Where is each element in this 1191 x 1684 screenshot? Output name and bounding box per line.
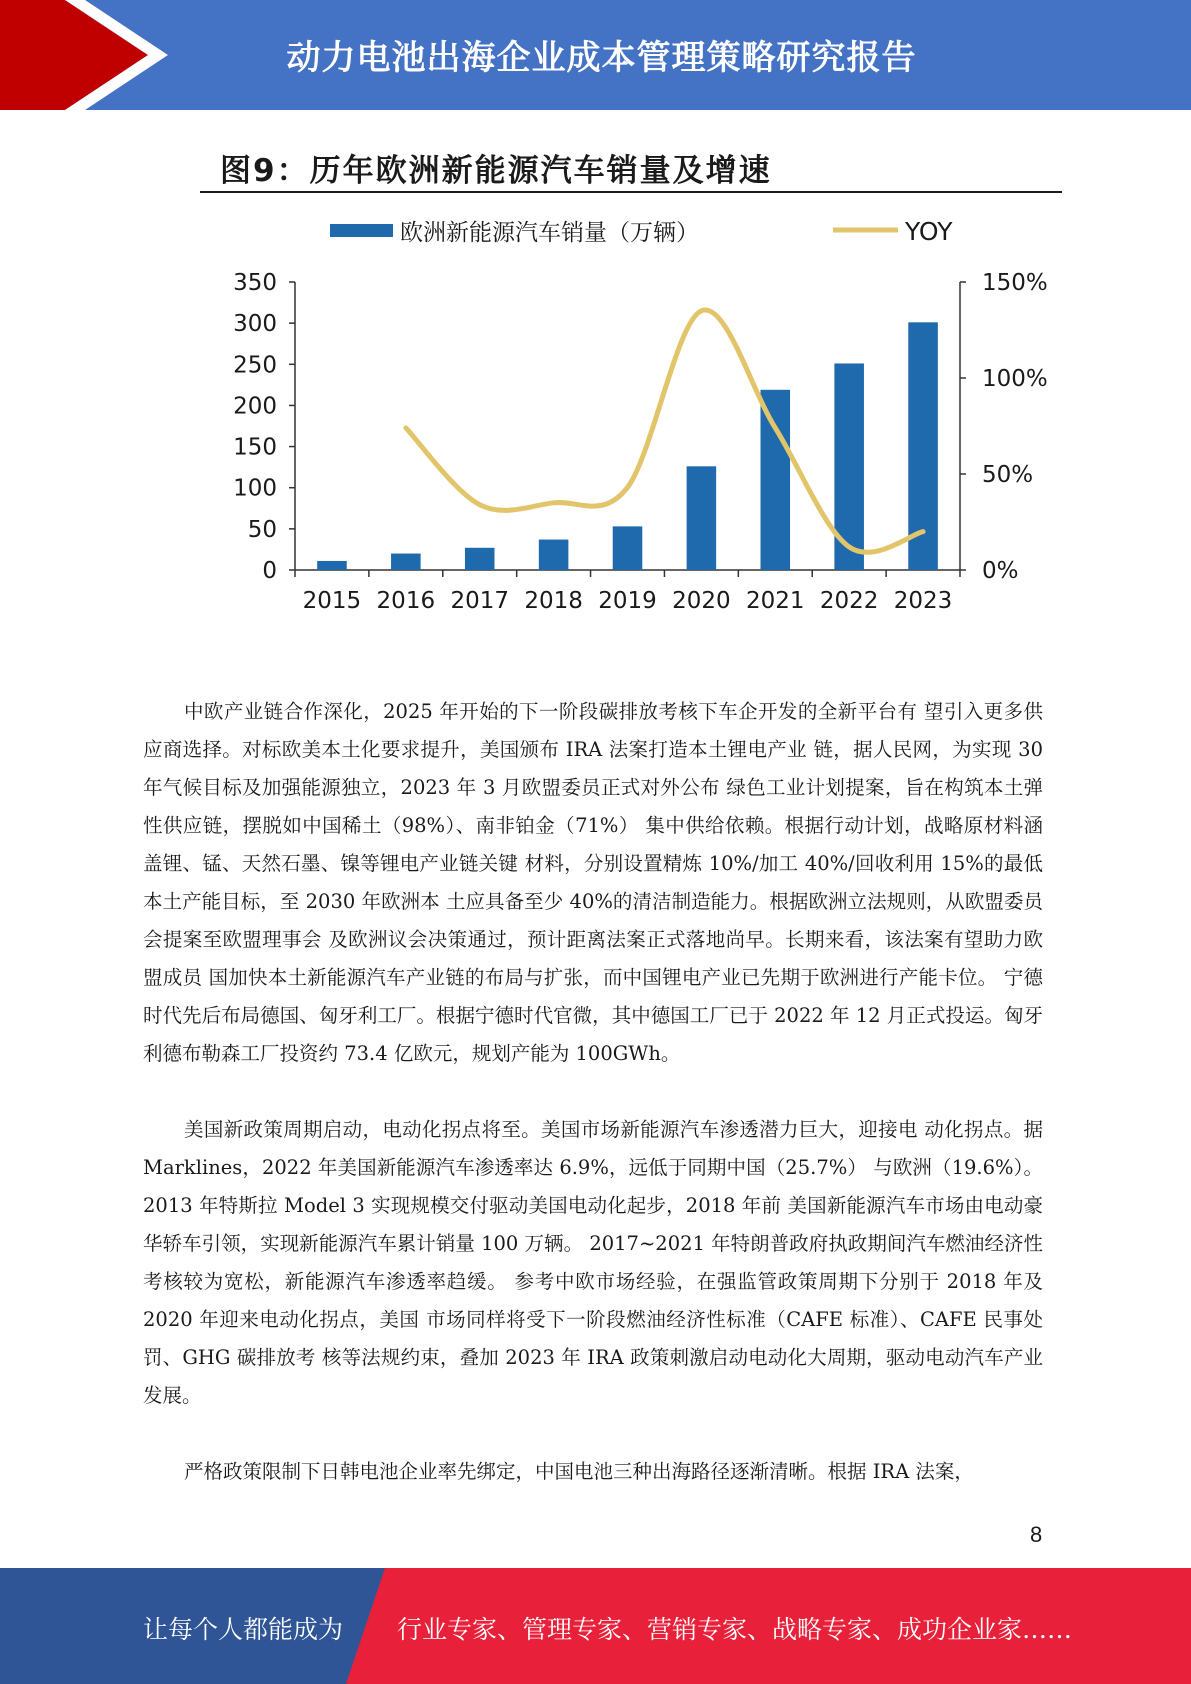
report-title: 动力电池出海企业成本管理策略研究报告 xyxy=(286,38,917,78)
x-tick-label: 2023 xyxy=(893,588,953,614)
x-tick-label: 2020 xyxy=(672,588,731,614)
x-tick-label: 2015 xyxy=(302,588,362,614)
paragraph: 严格政策限制下日韩电池企业率先绑定，中国电池三种出海路径逐渐清晰。根据 IRA 法案， xyxy=(184,1460,974,1483)
x-tick-label: 2021 xyxy=(746,588,805,614)
bar-sales xyxy=(687,466,717,570)
y-tick-label-left: 100 xyxy=(233,475,277,502)
paragraph: 美国新政策周期启动，电动化拐点将至。美国市场新能源汽车渗透潜力巨大，迎接电 动化拐点。据 Marklines，2022 年美国新能源汽车渗透率达 6.9%，远低于同期中国（25.7%） 与欧洲（19.6%）。2013 年特斯拉 Model 3 实现规模交付驱动美国电动化起步，2018 年前 美国新能源汽车市场由电动豪华轿车引领，实现新能源汽车累计销量 100 万辆。 2017~2021 年特朗普政府执政期间汽车燃油经济性考核较为宽松，新能源汽车渗透率趋缓。 参考中欧市场经验，在强监管政策周期下分别于 2018 年及 2020 年迎来电动化拐点，美国 市场同样将受下一阶段燃油经济性标准（CAFE 标准）、CAFE 民事处罚、GHG 碳排放考 核等法规约束，叠加 2023 年 IRA 政策刺激启动电动化大周期，驱动电动汽车产业发展。 xyxy=(143,1118,1043,1407)
y-tick-label-left: 350 xyxy=(233,270,277,296)
y-tick-label-right: 0% xyxy=(982,558,1019,584)
x-tick-label: 2017 xyxy=(450,588,509,614)
page-footer xyxy=(0,1568,1191,1684)
y-tick-label-left: 250 xyxy=(233,352,277,379)
legend-label-bar: 欧洲新能源汽车销量（万辆） xyxy=(400,220,699,246)
figure-title-rule xyxy=(200,191,1062,193)
y-tick-label-right: 50% xyxy=(982,462,1034,488)
x-tick-label: 2018 xyxy=(524,588,583,614)
figure-title: 图9：历年欧洲新能源汽车销量及增速 xyxy=(220,153,772,189)
y-tick-label-right: 100% xyxy=(982,366,1048,392)
sales-chart xyxy=(200,200,1080,630)
x-tick-label: 2019 xyxy=(598,588,657,614)
bar-sales xyxy=(761,390,791,570)
x-tick-label: 2022 xyxy=(819,588,879,614)
chart-container xyxy=(200,200,1080,630)
x-tick-label: 2016 xyxy=(376,588,436,614)
y-tick-label-left: 300 xyxy=(233,311,277,338)
body-text xyxy=(143,693,1043,1529)
bar-sales xyxy=(391,554,421,570)
bar-sales xyxy=(539,540,569,570)
legend-label-yoy: YOY xyxy=(905,217,953,246)
page-header xyxy=(0,0,1191,110)
y-tick-label-left: 150 xyxy=(233,434,277,461)
bar-sales xyxy=(613,526,643,570)
y-tick-label-left: 50 xyxy=(247,516,277,543)
y-tick-label-left: 0 xyxy=(262,558,277,584)
paragraph: 中欧产业链合作深化，2025 年开始的下一阶段碳排放考核下车企开发的全新平台有 望引入更多供应商选择。对标欧美本土化要求提升，美国颁布 IRA 法案打造本土锂电产业 链，据人民网，为实现 30 年气候目标及加强能源独立，2023 年 3 月欧盟委员正式对外公布 绿色工业计划提案，旨在构筑本土弹性供应链，摆脱如中国稀土（98%）、南非铂金（71%） 集中供给依赖。根据行动计划，战略原材料涵盖锂、锰、天然石墨、镍等锂电产业链关键 材料，分别设置精炼 10%/加工 40%/回收利用 15%的最低本土产能目标，至 2030 年欧洲本 土应具备至少 40%的清洁制造能力。根据欧洲立法规则，从欧盟委员会提案至欧盟理事会 及欧洲议会决策通过，预计距离法案正式落地尚早。长期来看，该法案有望助力欧盟成员 国加快本土新能源汽车产业链的布局与扩张，而中国锂电产业已先期于欧洲进行产能卡位。 宁德时代先后布局德国、匈牙利工厂。根据宁德时代官微，其中德国工厂已于 2022 年 12 月正式投运。匈牙利德布勒森工厂投资约 73.4 亿欧元，规划产能为 100GWh。 xyxy=(143,700,1043,1065)
y-tick-label-right: 150% xyxy=(982,270,1048,296)
page-number: 8 xyxy=(1030,1522,1043,1547)
y-tick-label-left: 200 xyxy=(233,393,277,420)
bar-sales xyxy=(317,561,347,570)
legend-bar-swatch xyxy=(330,224,393,237)
bar-sales xyxy=(465,548,495,570)
footer-slogan-right: 行业专家、管理专家、营销专家、战略专家、成功企业家…… xyxy=(397,1615,1073,1644)
footer-slogan-left: 让每个人都能成为 xyxy=(143,1615,344,1644)
